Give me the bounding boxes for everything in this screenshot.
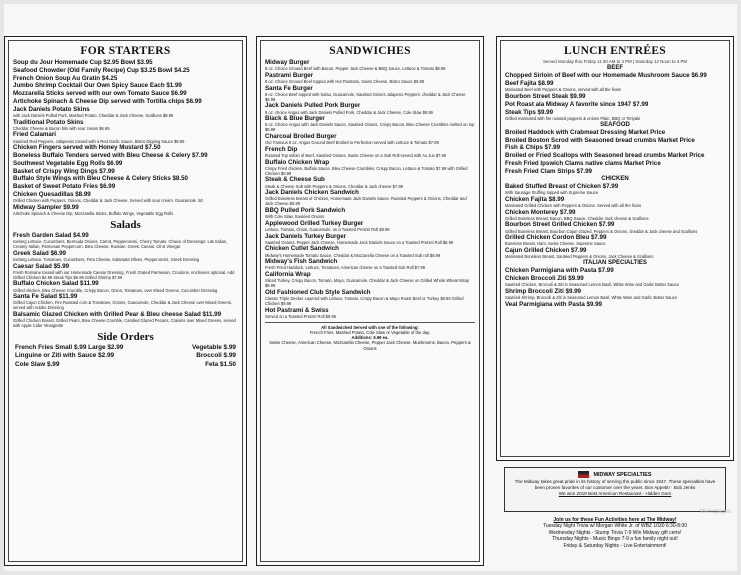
menu-item bbox=[505, 267, 725, 274]
menu-item bbox=[505, 209, 725, 221]
item-desc: Grilled Boneless Breast of Chicken, Homemade Jack Daniels Sauce, Roasted Peppers & Onions, Cheddar and Jack Cheese $8.99 bbox=[265, 196, 467, 207]
menu-item bbox=[265, 233, 475, 245]
item-desc: Iceberg Lettuce, Tomatoes, Cucumbers, Feta Cheese, Kalamata Olives, Pepperoncini, Greek Dressing bbox=[13, 256, 200, 262]
seafood-list bbox=[505, 129, 725, 175]
side-row bbox=[13, 361, 238, 369]
item-desc: Grilled Boneless Breast, Bourbon Cajun Glazed, Peppers & Onions, cheddar & Jack cheese and Scallions bbox=[505, 228, 698, 234]
item-name: Hot Pastrami & Swiss bbox=[265, 306, 329, 314]
sides-title: Side Orders bbox=[97, 331, 154, 344]
item-desc: Steak & Cheese Sub with Peppers & Onions, Cheddar & Jack cheese $7.99 bbox=[265, 183, 403, 189]
menu-item bbox=[505, 183, 725, 195]
item-desc: Artichoke Spinach & Cheese Dip, Mozzarella Sticks, Buffalo Wings, Vegetable Egg Rolls bbox=[13, 210, 174, 216]
item-name: Boneless Buffalo Tenders served with Bleu Cheese & Celery $7.99 bbox=[13, 151, 208, 159]
item-name: Jack Daniels Potato Skins bbox=[13, 105, 90, 113]
item-desc: Sautéed Onions, Pepper Jack Cheese, Homemade Jack Daniels Sauce on a Toasted Pretzel Roll $8.99 bbox=[265, 239, 454, 245]
item-desc: 8 oz. Choice Ground Beef topped with Hot Pastrami, Swiss Cheese, Bistro Sauce $9.99 bbox=[265, 79, 425, 84]
item-desc: Sautéed Shrimp, Broccoli & Ziti in Seasoned Lemon Basil, White Wine and Garlic Butter Sauce bbox=[505, 294, 678, 300]
starters-title: FOR STARTERS bbox=[80, 45, 171, 57]
item-name: Steak & Cheese Sub bbox=[265, 176, 325, 184]
menu-item bbox=[13, 232, 238, 249]
menu-item bbox=[265, 289, 475, 306]
menu-item bbox=[265, 258, 475, 270]
specialties-header bbox=[509, 471, 721, 478]
menu-item bbox=[265, 85, 475, 102]
item-name: Broiled Haddock with Crabmeat Dressing Market Price bbox=[505, 128, 666, 136]
item-name: California Wrap bbox=[265, 270, 311, 278]
sandwiches-list bbox=[265, 59, 475, 319]
menu-item bbox=[13, 131, 238, 143]
item-name: Chopped Sirloin of Beef with our Homemade Mushroom Sauce $6.99 bbox=[505, 72, 707, 80]
menu-item bbox=[265, 72, 475, 84]
item-desc: Fresh Fried Haddock, Lettuce, Tomatoes, American cheese on a Toasted Sub Roll $7.99 bbox=[265, 265, 426, 271]
seafood-title: SEAFOOD bbox=[600, 121, 630, 128]
menu-item bbox=[13, 152, 238, 159]
specialties-award: We won 2019 Best American Restaurant - Hidden Gem bbox=[558, 490, 672, 496]
starters-panel bbox=[4, 36, 247, 566]
activity-line: Friday & Saturday Nights - Live Entertainment! bbox=[563, 542, 667, 549]
menu-sheet bbox=[4, 4, 737, 571]
item-name: Grilled Chicken Cordon Bleu $7.99 bbox=[505, 234, 607, 242]
item-name: Fresh Garden Salad $4.99 bbox=[13, 231, 89, 239]
item-name: Pot Roast ala Midway A favorite since 1947 $7.99 bbox=[505, 100, 649, 108]
item-name: Veal Parmigiana with Pasta $9.99 bbox=[505, 300, 602, 308]
sandwiches-inner bbox=[260, 40, 480, 562]
activity-line: Wednesday Nights - Stump Trivia 7-9 Win Midway gift certs! bbox=[548, 529, 682, 536]
menu-item bbox=[13, 67, 238, 74]
item-name: Jack Daniels Pulled Pork Burger bbox=[265, 102, 361, 110]
lunch-time-note: Served Monday thru Friday 11:30 AM to 4 PM | Saturday 12 Noon to 4 PM bbox=[542, 59, 688, 64]
item-name: Midway Burger bbox=[265, 59, 310, 66]
footer-line: Swiss Cheese, American Cheese, Mozzarella Cheese, Pepper Jack Cheese, Mushrooms, Bacon, Peppers & Onions bbox=[269, 340, 471, 351]
menu-item bbox=[13, 119, 238, 131]
side-left: French Fries Small $.99 Large $2.99 bbox=[15, 344, 124, 352]
side-left: Linguine or Ziti with Sauce $2.99 bbox=[15, 352, 115, 360]
item-desc: Iceberg Lettuce, Cucumbers, Bermuda Onions, Carrot, Pepperoncini, Cherry Tomato. Choice of Dressings: Lite Italian, Creamy Italian, Parmesan Peppercorn, Bleu Cheese, Russian, Greek, Caesar, Oil & Vinegar bbox=[13, 239, 228, 250]
item-desc: Crispy Fried chicken, Buffalo Sauce, Bleu Cheese Crumbles, Crispy Bacon, Lettuce & Tomato $7.99 with Grilled Chicken $8.99 bbox=[265, 165, 468, 176]
item-desc: Grilled marinated with fire roasted peppers & onions Plain, BBQ or Teriyaki bbox=[505, 115, 641, 121]
item-desc: Marinated Boneless Breast, Sautéed Peppers & Onions, Jack Cheese & Scallions bbox=[505, 254, 654, 260]
item-name: Greek Salad $6.99 bbox=[13, 249, 66, 257]
footer-line: Additions: $.99 ea. bbox=[351, 335, 389, 341]
item-name: Midway Sampler $9.99 bbox=[13, 203, 79, 211]
menu-item bbox=[265, 146, 475, 158]
item-desc: 8 oz. choice Angus with Jack Daniels Pulled Pork, Cheddar & Jack Cheese, Cole Slaw $9.99 bbox=[265, 109, 433, 115]
menu-item bbox=[13, 82, 238, 89]
item-desc: 8 oz. Choice Angus with Jack Daniels Sauce, Sautéed Onions, Crispy Bacon, Bleu Cheese Crumbles melted on top $8.99 bbox=[265, 122, 475, 133]
item-desc: Boneless Breast, Ham, Swiss Cheese, Supreme Sauce bbox=[505, 241, 606, 247]
menu-item bbox=[13, 90, 238, 97]
item-desc: Lettuce, Tomato, Onion, Guacamole, on a Toasted Pretzel Roll $8.99 bbox=[265, 226, 390, 232]
footer-line: All Sandwiched Served with one of the following: bbox=[321, 324, 419, 330]
menu-item bbox=[505, 137, 725, 144]
menu-item bbox=[265, 271, 475, 288]
item-name: Bourbon Street Grilled Chicken $7.99 bbox=[505, 221, 615, 229]
item-name: Balsamic Glazed Chicken with Grilled Pear & Bleu cheese Salad $11.99 bbox=[13, 310, 222, 318]
side-right: Vegetable $.99 bbox=[191, 344, 236, 352]
menu-item bbox=[505, 234, 725, 246]
menu-item bbox=[265, 133, 475, 145]
item-name: Black & Blue Burger bbox=[265, 115, 325, 123]
menu-item bbox=[505, 160, 725, 167]
item-name: Caesar Salad $5.99 bbox=[13, 262, 70, 270]
item-name: Fresh Fried Clam Strips $7.99 bbox=[505, 167, 593, 175]
menu-item bbox=[265, 189, 475, 206]
lunch-inner bbox=[500, 40, 730, 457]
item-desc: Sautéed Red Peppers, Jalapenos tossed with a Red Garlic Sauce, Bistro Dipping Sauce $8.99 bbox=[13, 138, 185, 144]
salads-list bbox=[13, 232, 238, 328]
item-name: Santa Fe Salad $11.99 bbox=[13, 293, 78, 301]
item-desc: Roasted Top sirloin of Beef, Sautéed Onions, Swiss Cheese on a Sub Roll served with Au Jus $7.99 bbox=[265, 152, 447, 158]
menu-item bbox=[13, 75, 238, 82]
item-name: Steak Tips $9.99 bbox=[505, 108, 554, 116]
activities-title: Join us for these Fun Activities here at The Midway! bbox=[553, 517, 677, 523]
sandwich-footer bbox=[265, 322, 475, 351]
item-desc: Marinated Grilled Chicken with Peppers & Onions. Served with all the fixins bbox=[505, 202, 642, 208]
menu-item bbox=[13, 98, 238, 105]
starters-list bbox=[13, 59, 238, 216]
side-left: Cole Slaw $.99 bbox=[15, 360, 60, 368]
item-name: Buffalo Chicken Wrap bbox=[265, 158, 330, 166]
side-right: Broccoli $.99 bbox=[196, 352, 236, 360]
beef-title: BEEF bbox=[606, 65, 623, 72]
item-name: Cajun Grilled Chicken $7.99 bbox=[505, 246, 587, 254]
item-name: Chicken Fingers served with Honey Mustard $7.50 bbox=[13, 144, 161, 152]
menu-item bbox=[505, 196, 725, 208]
menu-item bbox=[265, 176, 475, 188]
menu-item bbox=[13, 250, 238, 262]
item-name: Charcoal Broiled Burger bbox=[265, 132, 337, 140]
midway-specialties-box bbox=[504, 467, 726, 512]
item-name: Basket of Sweet Potato Fries $6.99 bbox=[13, 183, 116, 191]
menu-item bbox=[505, 93, 725, 100]
item-desc: 8 oz. Choice Ground Beef with Bacon, Pepper Jack Cheese & BBQ Sauce, Lettuce & Tomato $8.99 bbox=[265, 66, 446, 72]
menu-item bbox=[13, 168, 238, 175]
item-desc: Served on a Toasted Pretzel Roll $9.99 bbox=[265, 313, 336, 319]
item-name: Seafood Chowder (Old Family Recipe) Cup $3.25 Bowl $4.25 bbox=[13, 66, 190, 74]
item-name: Mozzarella Sticks served with our own Tomato Sauce $6.99 bbox=[13, 90, 187, 98]
menu-item bbox=[505, 247, 725, 259]
menu-item bbox=[505, 109, 725, 121]
item-desc: Sautéed Chicken, Broccoli & Ziti in Seasoned Lemon Basil, White Wine and Garlic Butter Sauce bbox=[505, 282, 679, 288]
side-row bbox=[13, 344, 238, 352]
item-name: Old Fashioned Club Style Sandwich bbox=[265, 288, 371, 296]
side-right: Feta $1.50 bbox=[205, 360, 236, 368]
menu-item bbox=[13, 183, 238, 190]
menu-item bbox=[13, 144, 238, 151]
menu-item bbox=[505, 101, 725, 108]
item-desc: Grilled Chicken with Peppers, Onions, Cheddar & Jack Cheese, Served with sour cream. Guacamole .50 bbox=[13, 198, 203, 204]
item-desc: Midway's Homemade Tomato Sauce, Cheddar & Mozzarella Cheese on a Toasted Sub roll $8.99 bbox=[265, 252, 441, 258]
menu-item bbox=[265, 220, 475, 232]
item-name: Beef Fajita $8.99 bbox=[505, 80, 554, 88]
menu-item bbox=[265, 207, 475, 219]
beef-list bbox=[505, 72, 725, 120]
activity-line: Tuesday Night Trivia w/ Morgan White Jr. of WBZ 1030 6:30-8:00 bbox=[542, 523, 688, 530]
menu-item bbox=[505, 129, 725, 136]
item-name: Jack Daniels Turkey Burger bbox=[265, 232, 347, 240]
italian-title: ITALIAN SPECIALTIES bbox=[583, 260, 647, 267]
item-desc: Fresh Romaine tossed with our Homemade Caesar Dressing, Fresh Grated Parmesan, Croutons, Anchovies optional. Add Grilled Chicken $4.99 Steak Tips $6.99 Grilled Shrimp $7.99 bbox=[13, 269, 235, 280]
salads-title: Salads bbox=[110, 218, 141, 231]
item-desc: With Sausage Stuffing topped with Supreme Sauce bbox=[505, 190, 599, 196]
item-name: French Dip bbox=[265, 145, 298, 153]
item-name: Jumbo Shrimp Cocktail Our Own Spicy Sauce Each $1.99 bbox=[13, 82, 182, 90]
item-name: Buffalo Style Wings with Bleu Cheese & Celery Sticks $8.50 bbox=[13, 175, 188, 183]
menu-item bbox=[13, 311, 238, 328]
specialties-title: MIDWAY SPECIALTIES bbox=[593, 471, 652, 478]
menu-item bbox=[505, 301, 725, 308]
menu-item bbox=[13, 293, 238, 310]
watermark: Menupages bbox=[699, 509, 731, 515]
item-name: Chicken Fajita $8.99 bbox=[505, 195, 565, 203]
item-name: Traditional Potato Skins bbox=[13, 118, 84, 126]
sandwiches-panel bbox=[256, 36, 484, 566]
starters-inner bbox=[8, 40, 243, 562]
menu-item bbox=[505, 80, 725, 92]
item-name: Broiled or Fried Scallops with Seasoned bread crumbs Market Price bbox=[505, 152, 705, 160]
item-name: Chicken Monterey $7.99 bbox=[505, 208, 576, 216]
chicken-title: CHICKEN bbox=[601, 175, 629, 182]
item-name: Shrimp Broccoli Ziti $9.99 bbox=[505, 287, 581, 295]
menu-item bbox=[13, 191, 238, 203]
item-desc: with Jack Daniels Pulled Pork, Mashed Potato, Cheddar & Jack Cheese, Scallions $8.99 bbox=[13, 112, 174, 118]
menu-item bbox=[13, 204, 238, 216]
menu-item bbox=[505, 152, 725, 159]
specialties-text: The Midway takes great pride in its history of serving the public since 1947. These specialties have been proven favorites of our customer over the years. Bon Appetit! · Bob Jenks bbox=[514, 479, 716, 490]
item-name: Fish & Chips $7.99 bbox=[505, 144, 561, 152]
item-name: Applewood Grilled Turkey Burger bbox=[265, 219, 364, 227]
item-name: Pastrami Burger bbox=[265, 71, 314, 79]
item-name: Midway's Fish Sandwich bbox=[265, 258, 338, 266]
item-name: Southwest Vegetable Egg Rolls $6.99 bbox=[13, 159, 123, 167]
item-desc: Sliced Turkey, Crispy Bacon, Tomato, Mayo, Guacamole, Cheddar & Jack Cheese on Grilled Whole Wheat Wrap $8.99 bbox=[265, 278, 469, 289]
item-name: Jack Daniels Chicken Sandwich bbox=[265, 189, 359, 197]
item-name: Santa Fe Burger bbox=[265, 84, 313, 92]
menu-item bbox=[265, 115, 475, 132]
item-name: Bourbon Street Steak $9.99 bbox=[505, 93, 586, 100]
menu-item bbox=[13, 280, 238, 292]
menu-item bbox=[265, 102, 475, 114]
chicken-list bbox=[505, 183, 725, 259]
item-desc: Cheddar Cheese & Bacon bits with sour cream $6.99 bbox=[13, 125, 110, 131]
footer-line: French Fries, Mashed Potato, Cole Slaw or Vegetable of the day. bbox=[309, 329, 431, 335]
item-desc: Grilled Chicken Breast, Grilled Pears, Bleu Cheese Crumble, Candied Glazed Pecans, Craisins over Mixed Greens, served with Apple Cider Vinaigrette bbox=[13, 318, 236, 329]
lunch-panel bbox=[496, 36, 734, 461]
menu-item bbox=[265, 159, 475, 176]
item-name: Fresh Fried Ipswich Clams native clams Market Price bbox=[505, 159, 661, 167]
menu-item bbox=[13, 263, 238, 280]
item-name: BBQ Pulled Pork Sandwich bbox=[265, 206, 346, 214]
menu-item bbox=[13, 106, 238, 118]
menu-item bbox=[505, 144, 725, 151]
menu-item bbox=[505, 288, 725, 300]
menu-item bbox=[13, 160, 238, 167]
item-name: Chicken Parmigiana with Pasta $7.99 bbox=[505, 267, 614, 275]
item-desc: 8 oz. Choice Beef topped with Salsa, Guacamole, Sautéed Onions Jalapeno Peppers, cheddar & Jack Cheese $8.99 bbox=[265, 91, 466, 102]
menu-item bbox=[505, 221, 725, 233]
item-name: Chicken Cutlet Sandwich bbox=[265, 245, 339, 253]
side-row bbox=[13, 352, 238, 360]
item-name: French Onion Soup Au Gratin $4.25 bbox=[13, 74, 118, 82]
menu-item bbox=[505, 275, 725, 287]
menu-item bbox=[13, 59, 238, 66]
item-name: Fried Calamari bbox=[13, 131, 56, 139]
sandwiches-title: SANDWICHES bbox=[329, 45, 411, 57]
item-name: Broiled Boston Scrod with Seasoned bread crumbs Market Price bbox=[505, 136, 695, 144]
item-name: Chicken Broccoli Ziti $9.99 bbox=[505, 274, 584, 282]
italian-list bbox=[505, 267, 725, 308]
menu-item bbox=[505, 72, 725, 79]
item-desc: Grilled Cajun Chicken, Fire Roasted corn & Tomatoes, Onions, Guacamole, Cheddar & Jack Cheese over Mixed Greens, served with Adobo Dressing bbox=[13, 300, 233, 311]
menu-item bbox=[265, 59, 475, 71]
menu-item bbox=[265, 307, 475, 319]
item-desc: Marinated Beef with Peppers & Onions, served with all the fixins bbox=[505, 87, 622, 93]
menu-item bbox=[505, 168, 725, 175]
item-desc: Our Famous 8 oz. Angus Ground Beef Broiled to Perfection served with Lettuce & Tomato $7.99 bbox=[265, 140, 439, 146]
item-name: Soup du Jour Homemade Cup $2.95 Bowl $3.95 bbox=[13, 59, 153, 66]
item-desc: Classic Triple Decker Layered with Lettuce, Tomato, Crispy Bacon & Mayo Roast Beef or Turkey $8.99 Grilled Chicken $9.99 bbox=[265, 295, 464, 306]
item-desc: Grilled chicken, Bleu Cheese Crumble, Crispy Bacon, Onion, Tomatoes, over Mixed Greens, Cucumber Dressing bbox=[13, 287, 218, 293]
item-name: Chicken Quesadillas $8.99 bbox=[13, 190, 91, 198]
sides-list bbox=[13, 344, 238, 369]
item-desc: Grilled Boneless Breast, Bacon, BBQ Sauce, Cheddar Jack cheese & Scallions bbox=[505, 215, 649, 221]
flag-icon bbox=[578, 471, 589, 478]
activities-box bbox=[504, 517, 726, 549]
item-name: Artichoke Spinach & Cheese Dip served with Tortilla chips $6.99 bbox=[13, 97, 202, 105]
item-name: Buffalo Chicken Salad $11.99 bbox=[13, 280, 99, 288]
item-name: Baked Stuffed Breast of Chicken $7.99 bbox=[505, 182, 619, 190]
menu-item bbox=[13, 175, 238, 182]
activity-line: Thursday Nights - Music Bingo 7-9 a fun family night out! bbox=[552, 536, 678, 543]
lunch-title: LUNCH ENTRÉES bbox=[564, 45, 666, 57]
item-name: Basket of Crispy Wing Dings $7.99 bbox=[13, 167, 115, 175]
menu-item bbox=[265, 245, 475, 257]
item-desc: With Cole Slaw, Sautéed Onions bbox=[265, 214, 325, 220]
